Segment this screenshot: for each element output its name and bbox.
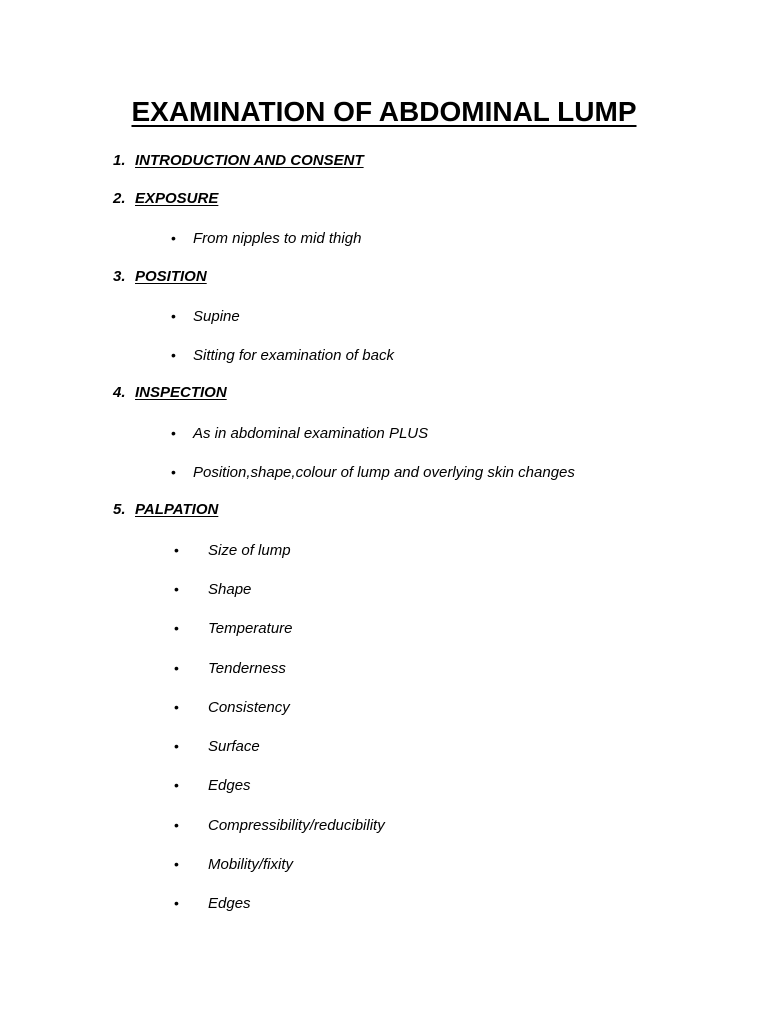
- bullet-icon: •: [174, 542, 179, 558]
- section-heading-text: EXPOSURE: [135, 190, 219, 207]
- section-number: 4.: [113, 384, 126, 401]
- list-item: [171, 423, 428, 444]
- list-item-text: Edges: [208, 777, 251, 794]
- list-item: [174, 775, 251, 796]
- list-item: [174, 540, 291, 561]
- list-item-text: Size of lump: [208, 542, 291, 559]
- list-item: [174, 854, 293, 875]
- document-title: EXAMINATION OF ABDOMINAL LUMP: [131, 96, 637, 127]
- section-number: 1.: [113, 152, 126, 169]
- list-item: [174, 893, 251, 914]
- bullet-icon: •: [174, 895, 179, 911]
- section-heading-text: INSPECTION: [135, 384, 227, 401]
- section-heading-palpation: [113, 500, 218, 520]
- bullet-icon: •: [171, 464, 176, 480]
- bullet-icon: •: [174, 777, 179, 793]
- list-item-text: Shape: [208, 581, 252, 598]
- section-heading-text: INTRODUCTION AND CONSENT: [135, 152, 364, 169]
- bullet-icon: •: [171, 425, 176, 441]
- list-item: [171, 228, 361, 249]
- bullet-icon: •: [174, 738, 179, 754]
- bullet-icon: •: [174, 856, 179, 872]
- bullet-icon: •: [174, 620, 179, 636]
- list-item-text: Position,shape,colour of lump and overlying skin changes: [193, 464, 575, 481]
- section-heading-position: [113, 267, 207, 287]
- list-item: [174, 815, 385, 836]
- bullet-icon: •: [171, 230, 176, 246]
- section-heading-text: POSITION: [135, 268, 207, 285]
- section-heading-exposure: [113, 189, 218, 209]
- list-item-text: Temperature: [208, 620, 293, 637]
- list-item: [174, 618, 293, 639]
- section-number: 3.: [113, 268, 126, 285]
- bullet-icon: •: [174, 581, 179, 597]
- bullet-icon: •: [174, 817, 179, 833]
- list-item: [174, 697, 290, 718]
- list-item-text: Supine: [193, 308, 240, 325]
- list-item-text: Tenderness: [208, 660, 286, 677]
- list-item-text: As in abdominal examination PLUS: [193, 425, 429, 442]
- list-item-text: Sitting for examination of back: [193, 347, 394, 364]
- list-item-text: From nipples to mid thigh: [193, 230, 362, 247]
- bullet-icon: •: [171, 308, 176, 324]
- list-item: [171, 306, 240, 327]
- list-item-text: Edges: [208, 895, 251, 912]
- list-item-text: Consistency: [208, 699, 290, 716]
- bullet-icon: •: [174, 660, 179, 676]
- bullet-icon: •: [174, 699, 179, 715]
- section-heading-inspection: [113, 383, 227, 403]
- section-heading-text: PALPATION: [135, 501, 219, 518]
- list-item-text: Surface: [208, 738, 260, 755]
- bullet-icon: •: [171, 347, 176, 363]
- list-item: [171, 345, 394, 366]
- list-item: [174, 579, 251, 600]
- list-item: [174, 658, 286, 679]
- section-number: 2.: [113, 190, 126, 207]
- section-heading-introduction: [113, 151, 364, 171]
- list-item-text: Mobility/fixity: [208, 856, 294, 873]
- list-item: [171, 462, 575, 483]
- section-number: 5.: [113, 501, 126, 518]
- list-item-text: Compressibility/reducibility: [208, 817, 385, 834]
- list-item: [174, 736, 260, 757]
